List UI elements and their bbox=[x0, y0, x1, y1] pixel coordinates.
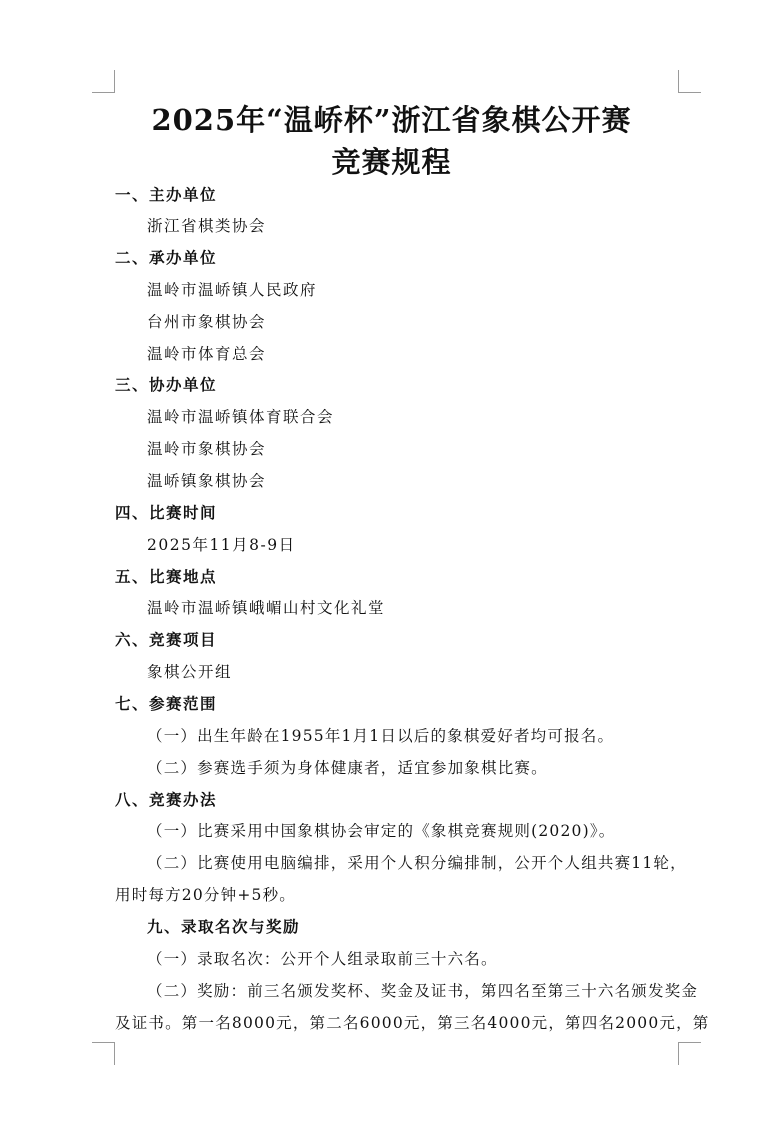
eligibility-paragraph: （一）出生年龄在1955年1月1日以后的象棋爱好者均可报名。 bbox=[147, 727, 615, 745]
document-subtitle: 竞赛规程 bbox=[331, 145, 452, 179]
page-corner-mark-top-left bbox=[92, 70, 115, 93]
eligibility-paragraph: （二）参赛选手须为身体健康者，适宜参加象棋比赛。 bbox=[147, 759, 548, 777]
page-corner-mark-bottom-right bbox=[678, 1042, 701, 1065]
awards-paragraph: （二）奖励：前三名颁发奖杯、奖金及证书，第四名至第三十六名颁发奖金 bbox=[147, 982, 699, 1000]
section-heading-organizer: 一、主办单位 bbox=[115, 185, 218, 204]
awards-paragraph: （一）录取名次：公开个人组录取前三十六名。 bbox=[147, 950, 498, 968]
section-heading-host: 二、承办单位 bbox=[115, 248, 218, 267]
host-item: 温岭市温峤镇人民政府 bbox=[147, 281, 318, 299]
host-item: 台州市象棋协会 bbox=[147, 313, 267, 331]
section-heading-awards: 九、录取名次与奖励 bbox=[147, 917, 301, 936]
venue-item: 温岭市温峤镇峨嵋山村文化礼堂 bbox=[147, 599, 386, 617]
host-item: 温岭市体育总会 bbox=[147, 345, 267, 363]
section-heading-eligibility: 七、参赛范围 bbox=[115, 694, 218, 713]
page-corner-mark-bottom-left bbox=[92, 1042, 115, 1065]
section-heading-date: 四、比赛时间 bbox=[115, 503, 218, 522]
rules-paragraph: （二）比赛使用电脑编排，采用个人积分编排制，公开个人组共赛11轮， bbox=[147, 854, 687, 872]
section-heading-co-organizer: 三、协办单位 bbox=[115, 375, 218, 394]
document-title: 2025年“温峤杯”浙江省象棋公开赛 bbox=[151, 103, 632, 137]
rules-paragraph-continuation: 用时每方20分钟+5秒。 bbox=[115, 886, 296, 904]
events-item: 象棋公开组 bbox=[147, 663, 233, 681]
page-corner-mark-top-right bbox=[678, 70, 701, 93]
section-heading-venue: 五、比赛地点 bbox=[115, 567, 218, 586]
section-heading-events: 六、竞赛项目 bbox=[115, 630, 218, 649]
co-organizer-item: 温岭市象棋协会 bbox=[147, 440, 267, 458]
co-organizer-item: 温岭市温峤镇体育联合会 bbox=[147, 408, 335, 426]
date-item: 2025年11月8-9日 bbox=[147, 536, 296, 554]
co-organizer-item: 温峤镇象棋协会 bbox=[147, 472, 267, 490]
organizer-item: 浙江省棋类协会 bbox=[147, 217, 267, 235]
awards-paragraph-continuation: 及证书。第一名8000元，第二名6000元，第三名4000元，第四名2000元，第 bbox=[115, 1014, 710, 1032]
section-heading-rules: 八、竞赛办法 bbox=[115, 790, 218, 809]
rules-paragraph: （一）比赛采用中国象棋协会审定的《象棋竞赛规则(2020)》。 bbox=[147, 822, 616, 840]
